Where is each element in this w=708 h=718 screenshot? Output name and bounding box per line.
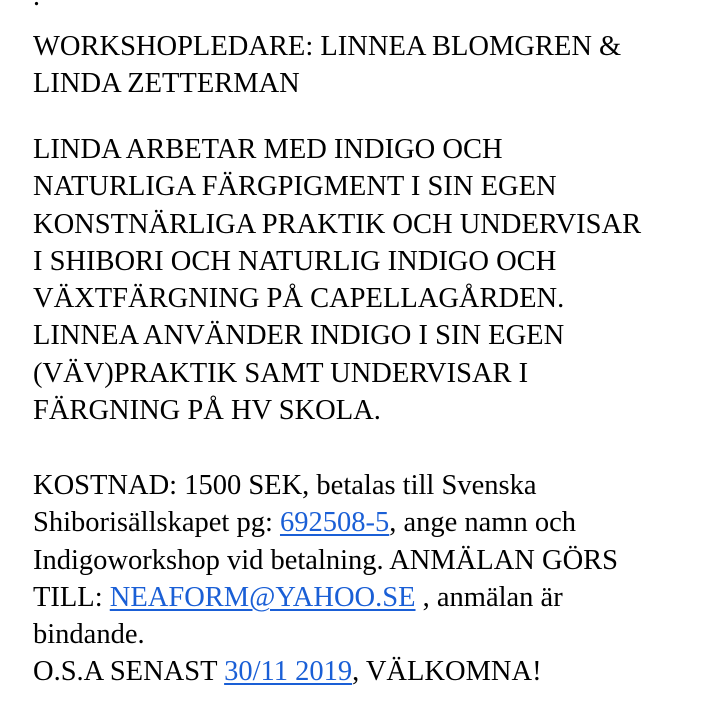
cost-line-4 bbox=[33, 579, 618, 616]
pg-number-link[interactable]: 692508-5 bbox=[279, 507, 390, 539]
leaders-line-1: WORKSHOPLEDARE: LINNEA BLOMGREN & bbox=[33, 31, 622, 62]
about-line: VÄXTFÄRGNING PÅ CAPELLAGÅRDEN. bbox=[33, 283, 565, 315]
about-leaders-paragraph bbox=[33, 131, 641, 429]
cost-line-2 bbox=[33, 504, 618, 541]
cost-line-6-rest: , VÄLKOMNA! bbox=[352, 656, 542, 688]
about-line: KONSTNÄRLIGA PRAKTIK OCH UNDERVISAR bbox=[33, 208, 642, 240]
cost-line-1: KOSTNAD: 1500 SEK, betalas till Svenska bbox=[33, 470, 537, 501]
cost-line-4-rest: , anmälan är bbox=[415, 581, 563, 613]
about-line: LINDA ARBETAR MED INDIGO OCH bbox=[33, 134, 503, 165]
email-link[interactable]: NEAFORM@YAHOO.SE bbox=[109, 581, 416, 613]
about-line: FÄRGNING PÅ HV SKOLA. bbox=[33, 395, 381, 427]
workshop-leaders-block bbox=[33, 28, 621, 103]
cost-line-6-text: O.S.A SENAST bbox=[33, 656, 225, 688]
leaders-line-2: LINDA ZETTERMAN bbox=[33, 68, 300, 100]
cost-registration-paragraph bbox=[33, 467, 618, 691]
cost-line-2-text: Shiborisällskapet pg: bbox=[33, 507, 280, 539]
cost-line-6 bbox=[33, 653, 618, 690]
about-line: NATURLIGA FÄRGPIGMENT I SIN EGEN bbox=[33, 171, 557, 203]
about-line: I SHIBORI OCH NATURLIG INDIGO OCH bbox=[33, 245, 557, 277]
about-line: (VÄV)PRAKTIK SAMT UNDERVISAR I bbox=[33, 357, 529, 389]
cost-line-5: bindande. bbox=[33, 619, 145, 651]
cost-line-4-text: TILL: bbox=[33, 581, 110, 613]
date-link[interactable]: 30/11 2019 bbox=[224, 656, 353, 688]
about-line: LINNEA ANVÄNDER INDIGO I SIN EGEN bbox=[33, 320, 565, 352]
cost-line-2-rest: , ange namn och bbox=[389, 507, 577, 539]
top-dot bbox=[33, 0, 40, 15]
cost-line-3: Indigoworkshop vid betalning. ANMÄLAN GÖRS bbox=[33, 544, 619, 576]
